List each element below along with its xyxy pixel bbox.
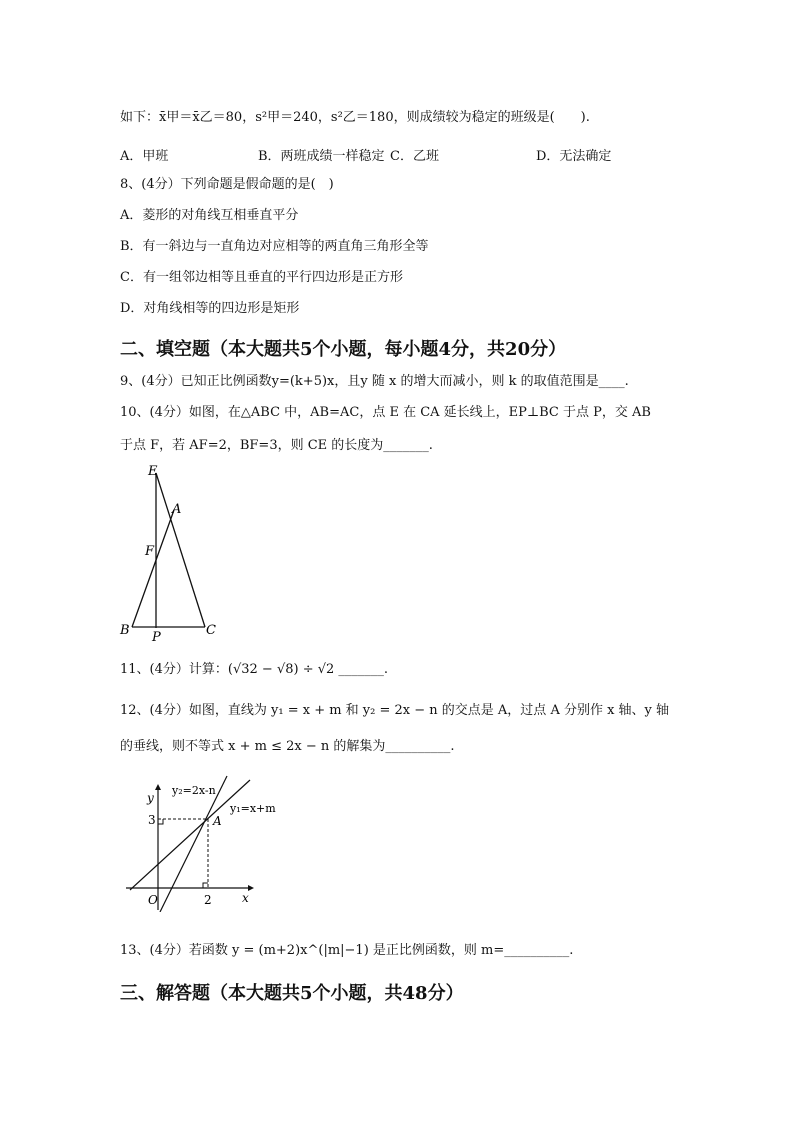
q7-line: 如下：x̄甲＝x̄乙＝80，s²甲＝240，s²乙＝180，则成绩较为稳定的班级是( ). [120,110,590,125]
label-a: A [213,814,222,828]
label-3: 3 [148,813,156,827]
triangle-figure [110,460,230,645]
q10-line2: 于点 F，若 AF=2，BF=3，则 CE 的长度为_______. [120,438,433,453]
section-2-heading: 二、填空题（本大题共5个小题，每小题4分，共20分） [120,339,567,360]
label-y1: y₁=x+m [230,802,276,815]
q9-text: 9、(4分）已知正比例函数y=(k+5)x，且y 随 x 的增大而减小，则 k 的取值范围是____. [120,374,629,389]
label-f: F [145,544,155,559]
label-c: C [206,623,216,638]
label-y: y [147,791,154,805]
q7-option-a: A．甲班 [120,149,169,164]
q11-text: 11、(4分）计算：(√32 − √8) ÷ √2 _______. [120,662,389,677]
x-axis-arrow [248,885,254,891]
right-angle-x [203,883,208,888]
q8-option-b: B．有一斜边与一直角边对应相等的两直角三角形全等 [120,239,429,254]
q8-option-c: C．有一组邻边相等且垂直的平行四边形是正方形 [120,270,403,285]
label-p: P [152,630,161,645]
q12-line1: 12、(4分）如图，直线为 y₁ = x + m 和 y₂ = 2x − n 的交点是 A，过点 A 分别作 x 轴、y 轴 [120,703,670,718]
label-x: x [242,891,249,905]
q7-option-b: B．两班成绩一样稳定 [258,149,385,164]
q12-line2: 的垂线，则不等式 x + m ≤ 2x − n 的解集为__________. [120,739,455,754]
line-graph-figure [120,772,285,912]
right-angle-y [158,819,163,824]
q8-stem: 8、(4分）下列命题是假命题的是( ) [120,177,334,192]
q7-option-d: D．无法确定 [536,149,612,164]
q13-text: 13、(4分）若函数 y = (m+2)x^(|m|−1) 是正比例函数，则 m=__________. [120,943,574,958]
section-3-heading: 三、解答题（本大题共5个小题，共48分） [120,983,464,1004]
q8-option-a: A．菱形的对角线互相垂直平分 [120,208,299,223]
label-a: A [172,502,182,517]
q8-option-d: D．对角线相等的四边形是矩形 [120,301,300,316]
y-axis-arrow [155,784,161,790]
label-y2: y₂=2x-n [172,784,216,797]
segment-ec [156,473,205,627]
label-2: 2 [204,893,212,907]
q10-line1: 10、(4分）如图，在△ABC 中，AB=AC，点 E 在 CA 延长线上，EP⊥BC 于点 P，交 AB [120,405,651,420]
label-e: E [148,464,158,479]
q7-option-c: C．乙班 [390,149,439,164]
label-o: O [148,893,158,907]
label-b: B [120,623,130,638]
segment-ab [132,510,174,627]
